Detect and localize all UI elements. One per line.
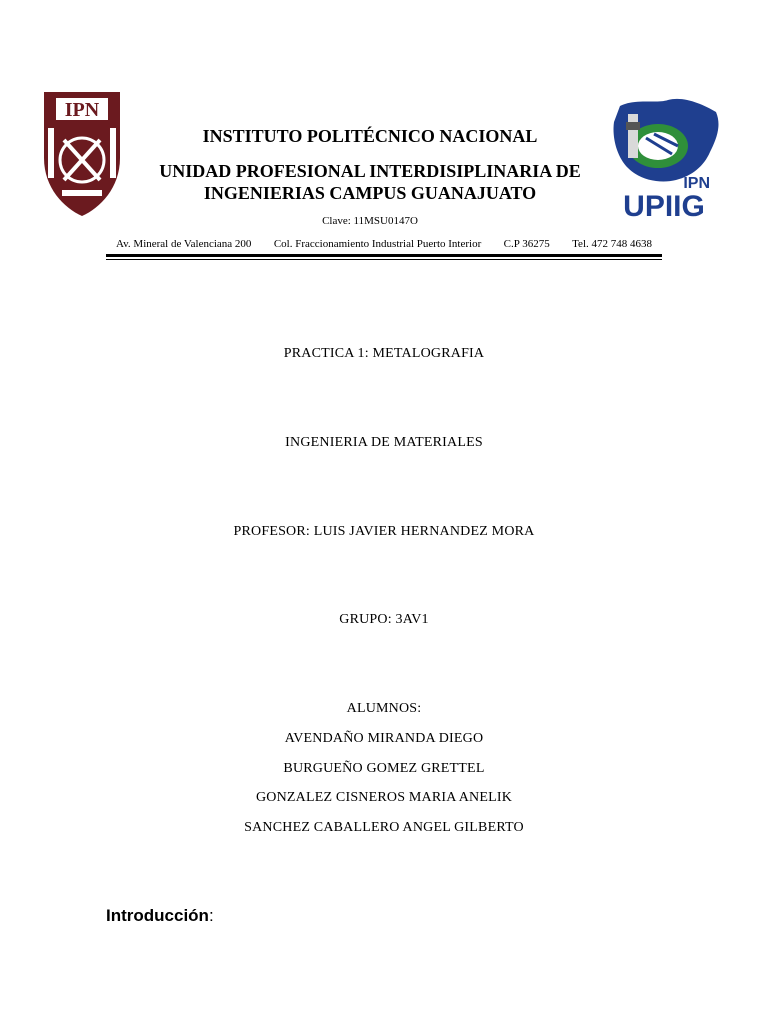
unit-title-line1: UNIDAD PROFESIONAL INTERDISIPLINARIA DE — [159, 161, 581, 181]
ipn-logo-text: IPN — [64, 99, 100, 121]
address-colony: Col. Fraccionamiento Industrial Puerto Interior — [273, 238, 482, 250]
upiig-logo-ipn-text: IPN — [683, 175, 710, 192]
address-street: Av. Mineral de Valenciana 200 — [116, 238, 252, 250]
institution-title: INSTITUTO POLITÉCNICO NACIONAL — [202, 126, 538, 146]
intro-heading-colon: : — [208, 906, 214, 925]
intro-heading-text: Introducción — [106, 906, 209, 925]
ipn-logo — [34, 88, 130, 220]
address-cp: C.P 36275 — [503, 238, 550, 250]
header-divider-thick — [106, 254, 662, 257]
student-name: BURGUEÑO GOMEZ GRETTEL — [283, 761, 485, 776]
clave-text: Clave: 11MSU0147O — [322, 215, 418, 227]
group-line: GRUPO: 3AV1 — [339, 612, 429, 627]
header-divider-thin — [106, 259, 662, 260]
address-line — [106, 238, 662, 250]
practice-title: PRACTICA 1: METALOGRAFIA — [283, 346, 485, 361]
subject-title: INGENIERIA DE MATERIALES — [285, 435, 483, 450]
unit-title-line2: INGENIERIAS CAMPUS GUANAJUATO — [203, 183, 537, 203]
student-name: SANCHEZ CABALLERO ANGEL GILBERTO — [244, 820, 524, 835]
upiig-logo — [606, 96, 724, 220]
address-tel: Tel. 472 748 4638 — [572, 238, 652, 250]
unit-title — [150, 160, 590, 204]
student-name: AVENDAÑO MIRANDA DIEGO — [284, 731, 484, 746]
student-name: GONZALEZ CISNEROS MARIA ANELIK — [255, 790, 513, 805]
upiig-logo-text: UPIIG — [623, 190, 705, 220]
professor-line: PROFESOR: LUIS JAVIER HERNANDEZ MORA — [233, 524, 535, 539]
intro-heading — [106, 906, 214, 926]
students-label: ALUMNOS: — [346, 701, 422, 716]
